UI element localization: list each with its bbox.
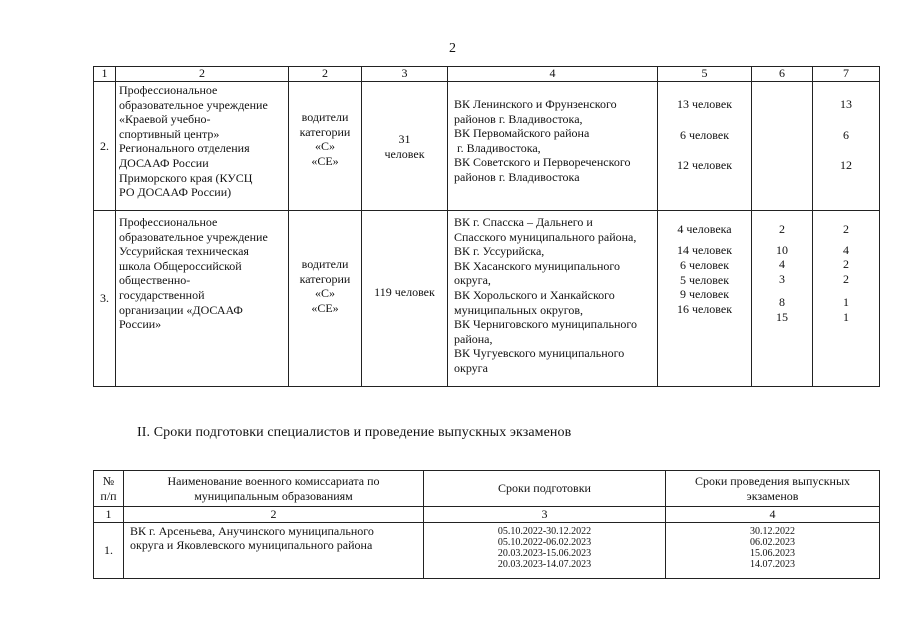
column-7-cell xyxy=(813,211,880,387)
text-line: ВК Первомайского района xyxy=(454,126,590,141)
category-cell xyxy=(289,211,362,387)
table1-header-cell: 6 xyxy=(752,67,813,82)
text-line: категории xyxy=(299,124,351,139)
text-line: России» xyxy=(119,317,162,332)
text-line: 2 xyxy=(843,257,849,272)
text-line: 4 xyxy=(843,242,849,257)
text-line: 14.07.2023 xyxy=(750,558,795,570)
text-line: Приморского края (КУСЦ xyxy=(119,170,253,185)
text-line: экзаменов xyxy=(746,488,799,503)
text-line: п/п xyxy=(100,488,117,503)
text-line: муниципальных округов, xyxy=(454,302,584,317)
text-line: «С» xyxy=(314,139,335,154)
text-line: ВК Ленинского и Фрунзенского xyxy=(454,97,617,111)
text-line: 2 xyxy=(843,222,849,236)
training-dates-cell xyxy=(424,522,666,578)
text-line: категории xyxy=(299,271,351,286)
table1-header-row xyxy=(94,67,880,82)
text-line: 31 xyxy=(398,132,411,146)
text-line: 12 xyxy=(840,158,852,173)
text-line: района, xyxy=(454,331,493,346)
organization-cell xyxy=(116,211,289,387)
text-line: образовательное учреждение xyxy=(119,229,268,244)
text-line: 13 xyxy=(840,97,852,111)
category-cell xyxy=(289,82,362,211)
text-line: муниципальным образованиям xyxy=(194,488,353,503)
text-line: Профессиональное xyxy=(119,215,218,229)
text-line: «Краевой учебно- xyxy=(119,112,211,127)
text-line: 1 xyxy=(843,295,849,310)
name-header xyxy=(124,471,424,507)
table2-header-row xyxy=(94,471,880,507)
text-line: водители xyxy=(301,257,349,271)
text-line: ВК Хасанского муниципального xyxy=(454,258,621,273)
subheader-cell: 3 xyxy=(424,507,666,523)
text-line: 06.02.2023 xyxy=(750,536,795,548)
text-line: 6 человек xyxy=(679,127,730,142)
exam-dates-header xyxy=(666,471,880,507)
text-line: Спасского муниципального района, xyxy=(454,229,637,244)
text-line: 30.12.2022 xyxy=(750,525,795,537)
text-line: человек xyxy=(384,146,425,161)
text-line: г. Владивостока, xyxy=(454,140,541,155)
text-line: «СЕ» xyxy=(311,300,339,315)
text-line: ДОСААФ России xyxy=(119,155,209,170)
text-line: Уссурийская техническая xyxy=(119,244,249,259)
text-line: 6 xyxy=(843,127,849,142)
row-number: 3. xyxy=(94,211,116,387)
table1-header-cell: 1 xyxy=(94,67,116,82)
people-count-cell xyxy=(658,82,752,211)
commissariat-cell xyxy=(448,82,658,211)
text-line: ВК г. Спасска – Дальнего и xyxy=(454,215,593,229)
table1-header-cell: 2 xyxy=(116,67,289,82)
text-line: «С» xyxy=(314,286,335,301)
text-line: Наименование военного комиссариата по xyxy=(167,474,380,488)
subheader-cell: 2 xyxy=(124,507,424,523)
text-line: ВК г. Арсеньева, Анучинского муниципального xyxy=(130,523,374,538)
table1-header-cell: 2 xyxy=(289,67,362,82)
text-line: Профессиональное xyxy=(119,83,218,97)
text-line: образовательное учреждение xyxy=(119,97,268,112)
column-7-cell xyxy=(813,82,880,211)
text-line: РО ДОСААФ России) xyxy=(119,185,232,200)
text-line: 4 человека xyxy=(677,222,732,236)
text-line: водители xyxy=(301,110,349,124)
text-line: ВК г. Уссурийска, xyxy=(454,244,545,259)
text-line: 13 человек xyxy=(676,97,733,111)
row-number: 1. xyxy=(94,522,124,578)
count-cell xyxy=(362,82,448,211)
table-row xyxy=(94,522,880,578)
text-line: ВК Советского и Первореченского xyxy=(454,155,631,170)
table2-subheader-row xyxy=(94,507,880,523)
table1-header-cell: 5 xyxy=(658,67,752,82)
section-title: II. Сроки подготовки специалистов и проведение выпускных экзаменов xyxy=(137,425,572,440)
text-line: 119 человек xyxy=(374,285,435,299)
row-number: 2. xyxy=(94,82,116,211)
text-line: 10 xyxy=(776,242,788,257)
text-line: организации «ДОСААФ xyxy=(119,302,243,317)
text-line: ВК Хорольского и Ханкайского xyxy=(454,287,615,302)
table1-header-cell: 4 xyxy=(448,67,658,82)
table-row xyxy=(94,211,880,387)
table-row xyxy=(94,82,880,211)
text-line: 2 xyxy=(843,271,849,286)
text-line: районов г. Владивостока xyxy=(454,169,580,184)
count-cell xyxy=(362,211,448,387)
text-line: государственной xyxy=(119,287,205,302)
text-line: округа, xyxy=(454,273,491,288)
text-line: № xyxy=(102,474,115,488)
text-line: общественно- xyxy=(119,273,191,288)
subheader-cell: 4 xyxy=(666,507,880,523)
page-number: 2 xyxy=(449,41,456,56)
text-line: 16 человек xyxy=(676,301,733,316)
text-line: 1 xyxy=(843,309,849,324)
text-line: 3 xyxy=(779,271,785,286)
text-line: округа xyxy=(454,360,488,375)
text-line: Регионального отделения xyxy=(119,141,250,156)
text-line: Сроки проведения выпускных xyxy=(694,474,851,488)
text-line: ВК Черниговского муниципального xyxy=(454,317,638,332)
text-line: 6 человек xyxy=(679,258,730,273)
text-line: округа и Яковлевского муниципального района xyxy=(130,538,373,553)
text-line: 15.06.2023 xyxy=(750,547,795,559)
people-count-cell xyxy=(658,211,752,387)
text-line: 2 xyxy=(779,222,785,236)
text-line: 14 человек xyxy=(676,242,733,257)
text-line: 20.03.2023-14.07.2023 xyxy=(497,558,592,570)
training-dates-header: Сроки подготовки xyxy=(424,471,666,507)
exam-dates-cell xyxy=(666,522,880,578)
commissariat-cell xyxy=(448,211,658,387)
text-line: 20.03.2023-15.06.2023 xyxy=(497,547,592,559)
schedule-table xyxy=(93,470,880,579)
organization-cell xyxy=(116,82,289,211)
text-line: школа Общероссийской xyxy=(119,258,242,273)
column-6-cell xyxy=(752,82,813,211)
text-line: 05.10.2022-30.12.2022 xyxy=(497,525,592,537)
text-line: районов г. Владивостока, xyxy=(454,111,583,126)
number-header xyxy=(94,471,124,507)
distribution-table xyxy=(93,66,880,387)
text-line: ВК Чугуевского муниципального xyxy=(454,346,625,361)
text-line: 15 xyxy=(776,309,788,324)
text-line: 8 xyxy=(779,295,785,310)
table1-header-cell: 7 xyxy=(813,67,880,82)
text-line: 05.10.2022-06.02.2023 xyxy=(497,536,592,548)
table1-header-cell: 3 xyxy=(362,67,448,82)
commissariat-name-cell xyxy=(124,522,424,578)
text-line: спортивный центр» xyxy=(119,126,220,141)
subheader-cell: 1 xyxy=(94,507,124,523)
text-line: 12 человек xyxy=(676,158,733,173)
text-line: 5 человек xyxy=(679,272,730,287)
text-line: «СЕ» xyxy=(311,153,339,168)
text-line: 4 xyxy=(779,257,785,272)
column-6-cell xyxy=(752,211,813,387)
text-line: 9 человек xyxy=(679,287,730,302)
